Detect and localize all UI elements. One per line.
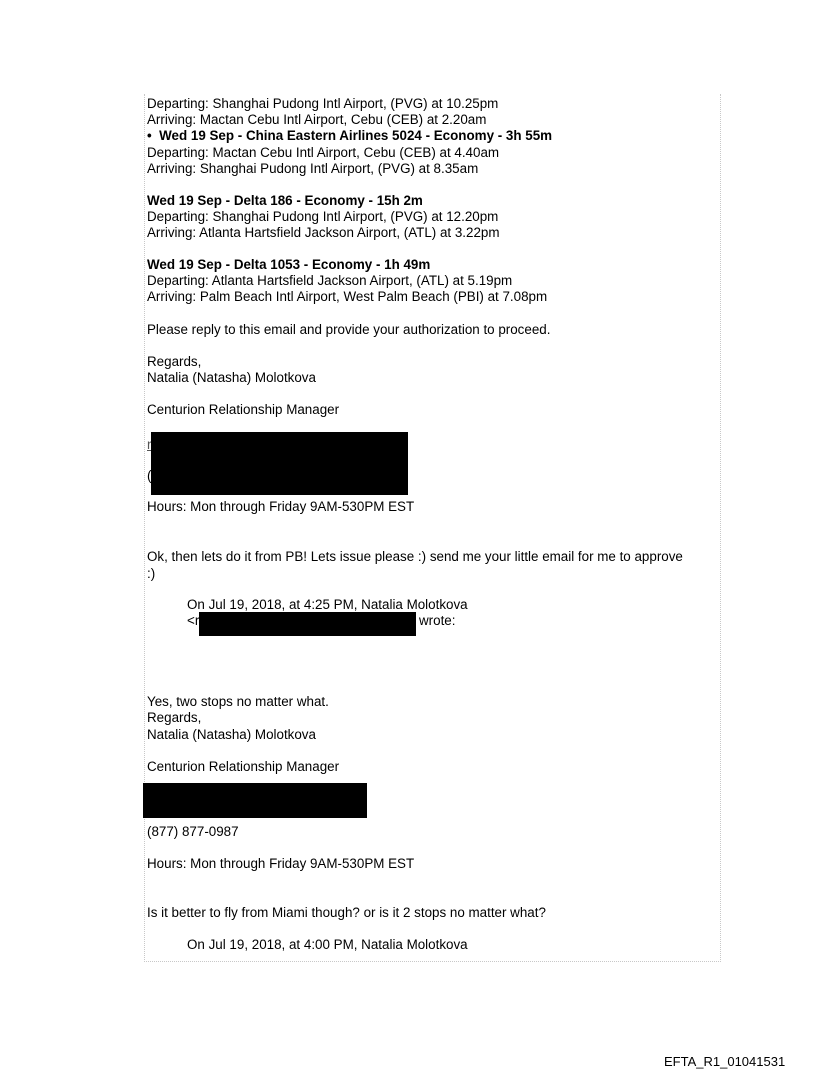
- document-id: EFTA_R1_01041531: [664, 1054, 786, 1069]
- quote-email-prefix: <r: [187, 613, 200, 628]
- signature-name-2: Natalia (Natasha) Molotkova: [147, 727, 316, 742]
- regards-1: Regards,: [147, 354, 202, 369]
- redacted-email-fragment: r: [147, 437, 152, 452]
- reply-1-line-2: :): [147, 566, 156, 581]
- segment-4-title: Wed 19 Sep - Delta 1053 - Economy - 1h 49m: [147, 257, 431, 272]
- phone-number: (877) 877-0987: [147, 824, 239, 839]
- regards-2: Regards,: [147, 710, 202, 725]
- email-2-line-1: Yes, two stops no matter what.: [147, 694, 329, 709]
- reply-1-line-1: Ok, then lets do it from PB! Lets issue please :) send me your little email for me to approve: [147, 549, 683, 564]
- segment-3-departing: Departing: Shanghai Pudong Intl Airport, (PVG) at 12.20pm: [147, 209, 499, 224]
- segment-2-title-text: Wed 19 Sep - China Eastern Airlines 5024 - Economy - 3h 55m: [159, 128, 553, 143]
- quote-wrote: wrote:: [419, 613, 456, 628]
- quote-header-2: On Jul 19, 2018, at 4:00 PM, Natalia Molotkova: [187, 937, 468, 952]
- segment-2-arriving: Arriving: Shanghai Pudong Intl Airport, (PVG) at 8.35am: [147, 161, 479, 176]
- redaction-block-1: [151, 432, 408, 495]
- signature-role-1: Centurion Relationship Manager: [147, 402, 340, 417]
- redaction-block-2: [199, 612, 416, 636]
- signature-name-1: Natalia (Natasha) Molotkova: [147, 370, 316, 385]
- segment-2-title: [147, 128, 552, 144]
- hours-2: Hours: Mon through Friday 9AM-530PM EST: [147, 856, 415, 871]
- segment-3-title: Wed 19 Sep - Delta 186 - Economy - 15h 2m: [147, 193, 423, 208]
- segment-3-arriving: Arriving: Atlanta Hartsfield Jackson Airport, (ATL) at 3.22pm: [147, 225, 500, 240]
- authorization-request: Please reply to this email and provide your authorization to proceed.: [147, 322, 551, 337]
- segment-4-departing: Departing: Atlanta Hartsfield Jackson Airport, (ATL) at 5.19pm: [147, 273, 513, 288]
- segment-4-arriving: Arriving: Palm Beach Intl Airport, West Palm Beach (PBI) at 7.08pm: [147, 289, 548, 304]
- signature-role-2: Centurion Relationship Manager: [147, 759, 340, 774]
- quote-header-1: On Jul 19, 2018, at 4:25 PM, Natalia Molotkova: [187, 597, 468, 612]
- segment-1-departing: Departing: Shanghai Pudong Intl Airport, (PVG) at 10.25pm: [147, 96, 499, 111]
- bullet: •: [147, 128, 160, 143]
- segment-1-arriving: Arriving: Mactan Cebu Intl Airport, Cebu (CEB) at 2.20am: [147, 112, 487, 127]
- reply-2-line-1: Is it better to fly from Miami though? or is it 2 stops no matter what?: [147, 905, 546, 920]
- segment-2-departing: Departing: Mactan Cebu Intl Airport, Cebu (CEB) at 4.40am: [147, 145, 500, 160]
- redacted-phone-fragment: (: [147, 468, 152, 483]
- hours-1: Hours: Mon through Friday 9AM-530PM EST: [147, 499, 415, 514]
- redaction-block-3: [143, 783, 367, 818]
